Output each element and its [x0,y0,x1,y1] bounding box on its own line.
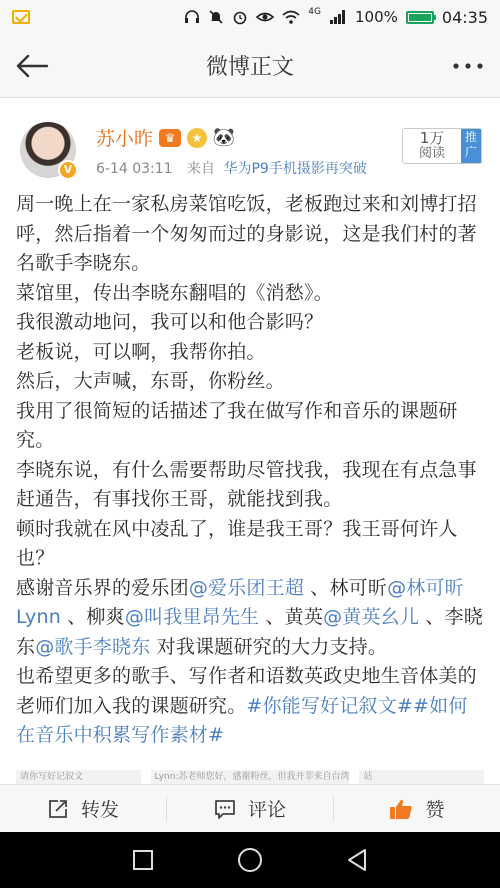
post-header [16,112,484,186]
recent-apps-button[interactable] [123,840,163,880]
reads-label: 阅读 [418,146,445,161]
paragraph: 我用了很简短的话描述了我在做写作和音乐的课题研究。 [16,399,458,451]
closing-text: 也希望更多的歌手、写作者和语数英政史地生音体美的老师们加入我的课题研究。 [16,665,477,717]
mute-icon [208,9,224,25]
reads-count: 1万 [419,129,445,147]
repost-icon [47,798,69,820]
clock: 04:35 [441,7,488,27]
mention-link[interactable]: @歌手李晓东 [35,635,151,658]
square-icon [132,849,154,871]
comment-icon [214,798,236,820]
post-source[interactable]: 华为P9手机摄影再突破 [223,161,367,177]
more-icon [453,63,483,69]
mention-link[interactable]: @林可昕Lynn [16,576,464,628]
thumbs-up-icon [389,798,413,820]
paragraph: 我很激动地问，我可以和他合影吗？ [16,311,324,333]
image-strip[interactable] [16,770,484,784]
paragraph: 菜馆里，传出李晓东翻唱的《消愁》。 [16,281,333,304]
comment-button[interactable] [167,785,333,833]
paragraph: 然后，大声喊，东哥，你粉丝。 [16,370,285,392]
thanks-text: 、柳爽 [60,606,125,628]
mention-link[interactable]: @黄英幺儿 [323,606,420,628]
post-body [16,190,484,751]
wifi-icon [282,9,300,25]
alarm-icon [232,9,248,25]
paragraph: 李晓东说，有什么需要帮助尽管找我，我现在有点急事赶通告，有事找你王哥，就能找到我。 [16,458,477,510]
thanks-text: 、林可昕 [304,576,388,599]
arrow-left-icon [15,54,49,78]
hashtag-link[interactable]: #如何在音乐中积累写作素材# [16,694,468,746]
avatar[interactable] [20,122,76,178]
thanks-text: 感谢音乐界的爱乐团 [16,576,189,599]
post-meta [96,158,367,178]
source-prefix: 来自 [187,161,216,177]
eye-icon [256,9,274,25]
paragraph: 顿时我就在风中凌乱了，谁是我王哥？我王哥何许人也？ [16,517,458,569]
status-bar [0,0,500,34]
like-button[interactable] [334,785,500,833]
system-back-button[interactable] [337,840,377,880]
back-button[interactable] [0,34,64,98]
panda-icon: 🐼 [212,127,236,148]
post-timestamp: 6-14 03:11 [96,161,173,177]
post-card [0,112,500,784]
mention-link[interactable]: @爱乐团王超 [188,576,305,599]
comment-label: 评论 [247,799,286,821]
verified-badge-icon: V [58,160,78,180]
hashtag-link[interactable]: #你能写好记叙文# [246,694,414,717]
paragraph: 周一晚上在一家私房菜馆吃饭，老板跑过来和刘博打招呼，然后指着一个匆匆而过的身影说，这是我们村的著名歌手李晓东。 [16,193,477,274]
closing-paragraph [16,662,484,751]
circle-icon [237,847,263,873]
image-thumb[interactable]: 站 [359,770,484,784]
author-name-row[interactable] [96,124,235,151]
action-bar [0,784,500,832]
image-thumb[interactable]: Lynn:苏老师您好，感谢粉丝，但我并非来自台湾 [151,770,350,784]
vip-crown-icon: ♛ [159,129,181,147]
thanks-text: 、黄英 [259,606,324,628]
promote-button[interactable]: 推广 [461,129,481,163]
network-type: 4G [308,7,321,17]
home-button[interactable] [230,840,270,880]
signal-icon [329,9,347,25]
repost-label: 转发 [80,799,119,821]
paragraph: 老板说，可以啊，我帮你拍。 [16,340,266,363]
author-name[interactable]: 苏小昨 [96,128,154,150]
triangle-back-icon [346,848,368,872]
battery-percent: 100% [355,8,398,26]
repost-button[interactable] [0,785,166,833]
page-title: 微博正文 [205,55,294,80]
nav-bar [0,34,500,98]
thanks-paragraph [16,574,484,663]
mention-link[interactable]: @叫我里昂先生 [124,606,260,628]
medal-icon: ★ [187,128,207,148]
thanks-text: 、李晓东 [16,606,483,658]
like-label: 赞 [425,799,445,821]
headphones-icon [184,9,200,25]
battery-icon [406,11,434,24]
thanks-text: 对我课题研究的大力支持。 [150,635,388,658]
mail-notification-icon [12,10,30,24]
system-nav-bar [0,832,500,888]
image-thumb[interactable]: 请你写好记叙文 [16,770,141,784]
more-button[interactable] [436,34,500,98]
battery-level [409,14,431,21]
reads-counter [402,128,482,164]
